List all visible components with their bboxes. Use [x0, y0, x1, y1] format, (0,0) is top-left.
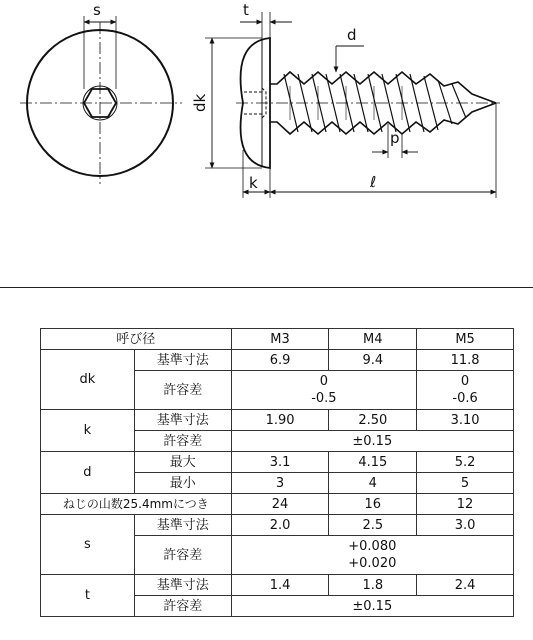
row-label: 許容差 — [134, 596, 231, 617]
table-cell: ±0.15 — [231, 596, 513, 617]
row-label: 最大 — [134, 452, 231, 473]
table-cell: 11.8 — [417, 350, 514, 371]
table-cell: 24 — [231, 494, 329, 515]
table-cell: 2.5 — [329, 515, 417, 536]
table-cell: 4.15 — [329, 452, 417, 473]
dim-label-dk: dk — [191, 93, 209, 112]
dim-label-t: t — [243, 1, 249, 19]
row-label: 許容差 — [134, 431, 231, 452]
tolerance-lower: -0.5 — [311, 391, 337, 406]
section-divider — [0, 287, 533, 288]
row-label: 基準寸法 — [134, 515, 231, 536]
table-row — [41, 410, 514, 431]
table-cell — [417, 371, 514, 410]
table-row — [41, 494, 514, 515]
table-cell: 12 — [417, 494, 514, 515]
row-label: 最小 — [134, 473, 231, 494]
tolerance-upper: 0 — [319, 374, 329, 389]
size-header: M3 — [231, 329, 329, 350]
table-cell: 2.50 — [329, 410, 417, 431]
table-cell: ±0.15 — [231, 431, 513, 452]
size-header: M4 — [329, 329, 417, 350]
table-row — [41, 515, 514, 536]
dim-l — [270, 103, 496, 198]
table-cell: 4 — [329, 473, 417, 494]
table-cell: 5 — [417, 473, 514, 494]
dim-label-d: d — [347, 26, 357, 44]
table-cell: 6.9 — [231, 350, 329, 371]
tolerance-lower: +0.020 — [348, 556, 397, 571]
param-t: t — [41, 575, 135, 617]
row-label: 基準寸法 — [134, 350, 231, 371]
table-row — [41, 452, 514, 473]
tolerance-upper: 0 — [460, 374, 470, 389]
table-cell: 2.0 — [231, 515, 329, 536]
table-cell: 5.2 — [417, 452, 514, 473]
table-cell: 1.4 — [231, 575, 329, 596]
tolerance-lower: -0.6 — [452, 391, 478, 406]
row-label: 許容差 — [134, 371, 231, 410]
param-d: d — [41, 452, 135, 494]
row-label: 許容差 — [134, 536, 231, 575]
table-cell — [231, 371, 417, 410]
dim-label-k: k — [249, 174, 258, 192]
threads-per-inch-label: ねじの山数25.4mmにつき — [41, 494, 232, 515]
head-top-view — [20, 16, 182, 184]
table-cell: 1.8 — [329, 575, 417, 596]
param-s: s — [41, 515, 135, 575]
table-cell: 1.90 — [231, 410, 329, 431]
tolerance-upper: +0.080 — [348, 539, 397, 554]
param-dk: dk — [41, 350, 135, 410]
param-k: k — [41, 410, 135, 452]
table-header-row — [41, 329, 514, 350]
dim-label-s: s — [93, 1, 101, 19]
dim-label-p: p — [390, 129, 400, 147]
dimension-table — [40, 328, 514, 617]
table-row — [41, 575, 514, 596]
table-cell: 9.4 — [329, 350, 417, 371]
table-cell: 3.1 — [231, 452, 329, 473]
table-row — [41, 350, 514, 371]
table-cell — [231, 536, 513, 575]
dim-label-l: ℓ — [370, 173, 377, 191]
screw-side-view — [236, 38, 500, 168]
screw-technical-drawing — [0, 0, 533, 290]
table-cell: 3 — [231, 473, 329, 494]
table-cell: 16 — [329, 494, 417, 515]
table-cell: 3.10 — [417, 410, 514, 431]
row-label: 基準寸法 — [134, 410, 231, 431]
table-cell: 3.0 — [417, 515, 514, 536]
nominal-size-header: 呼び径 — [41, 329, 232, 350]
table-cell: 2.4 — [417, 575, 514, 596]
size-header: M5 — [417, 329, 514, 350]
dim-d — [336, 46, 364, 72]
row-label: 基準寸法 — [134, 575, 231, 596]
